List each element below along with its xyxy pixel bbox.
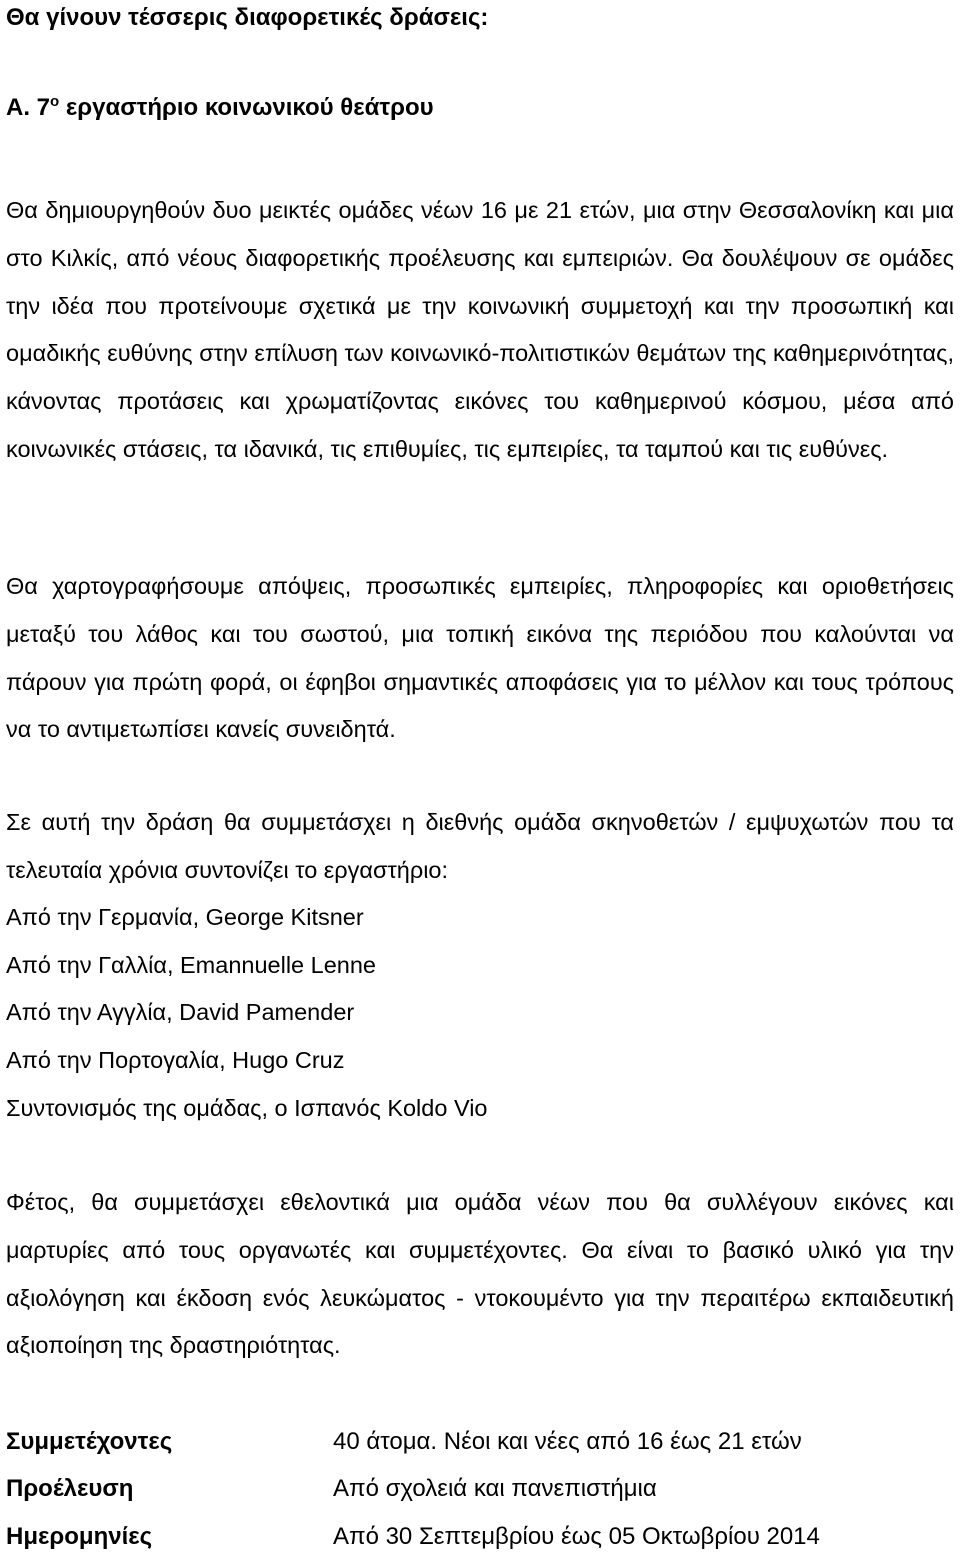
paragraph-directors: Σε αυτή την δράση θα συμμετάσχει η διεθνής ομάδα σκηνοθετών / εμψυχωτών που τα τελευταία χρόνια συντονίζει το εργαστήριο: bbox=[6, 809, 954, 883]
info-label-participants: Συμμετέχοντες bbox=[6, 1427, 173, 1455]
director-item-england: Από την Αγγλία, David Pamender bbox=[6, 999, 355, 1026]
section-heading bbox=[6, 92, 434, 124]
info-row-dates bbox=[6, 1513, 954, 1561]
director-item-portugal: Από την Πορτογαλία, Hugo Cruz bbox=[6, 1047, 345, 1074]
paragraph-mapping: Θα χαρτογραφήσουμε απόψεις, προσωπικές εμπειρίες, πληροφορίες και οριοθετήσεις μεταξύ του λάθος και του σωστού, μια τοπική εικόνα της περιόδου που καλούνται να πάρουν για πρώτη φορά, οι έφηβοι σημαντικές αποφάσεις για το μέλλον και τους τρόπους να το αντιμετωπίσει κανείς συνειδητά. bbox=[6, 573, 954, 743]
heading-prefix: Α. 7 bbox=[6, 94, 51, 121]
info-label-dates: Ημερομηνίες bbox=[6, 1522, 153, 1550]
info-value-origin: Από σχολειά και πανεπιστήμια bbox=[333, 1475, 657, 1503]
director-item-coordinator: Συντονισμός της ομάδας, ο Ισπανός Koldo Vio bbox=[6, 1094, 488, 1121]
intro-line: Θα γίνουν τέσσερις διαφορετικές δράσεις: bbox=[6, 4, 489, 31]
info-table bbox=[6, 1418, 954, 1561]
info-row-participants bbox=[6, 1418, 954, 1466]
director-item-france: Από την Γαλλία, Emannuelle Lenne bbox=[6, 951, 376, 978]
paragraph-volunteers: Φέτος, θα συμμετάσχει εθελοντικά μια ομάδα νέων που θα συλλέγουν εικόνες και μαρτυρίες από τους οργανωτές και συμμετέχοντες. Θα είναι το βασικό υλικό για την αξιολόγηση και έκδοση ενός λευκώματος - ντοκουμέντο για την περαιτέρω εκπαιδευτική αξιοποίηση της δραστηριότητας. bbox=[6, 1189, 954, 1359]
director-item-germany: Από την Γερμανία, George Kitsner bbox=[6, 904, 364, 930]
heading-superscript: ο bbox=[50, 93, 60, 110]
paragraph-description: Θα δημιουργηθούν δυο μεικτές ομάδες νέων 16 με 21 ετών, μια στην Θεσσαλονίκη και μια στο Κιλκίς, από νέους διαφορετικής προέλευσης και εμπειριών. Θα δουλέψουν σε ομάδες την ιδέα που προτείνουμε σχετικά με την κοινωνική συμμετοχή και την προσωπική και ομαδικής ευθύνης στην επίλυση των κοινωνικό-πολιτιστικών θεμάτων της καθημερινότητας, κάνοντας προτάσεις και χρωματίζοντας εικόνες του καθημερινού κόσμου, μέσα από κοινωνικές στάσεις, τα ιδανικά, τις επιθυμίες, τις εμπειρίες, τα ταμπού και τις ευθύνες. bbox=[6, 197, 954, 462]
info-value-participants: 40 άτομα. Νέοι και νέες από 16 έως 21 ετών bbox=[333, 1427, 802, 1455]
info-row-origin bbox=[6, 1466, 954, 1514]
info-label-origin: Προέλευση bbox=[6, 1475, 134, 1503]
heading-title: εργαστήριο κοινωνικού θεάτρου bbox=[59, 94, 434, 121]
directors-list bbox=[6, 894, 488, 1133]
info-value-dates: Από 30 Σεπτεμβρίου έως 05 Οκτωβρίου 2014 bbox=[333, 1522, 820, 1550]
